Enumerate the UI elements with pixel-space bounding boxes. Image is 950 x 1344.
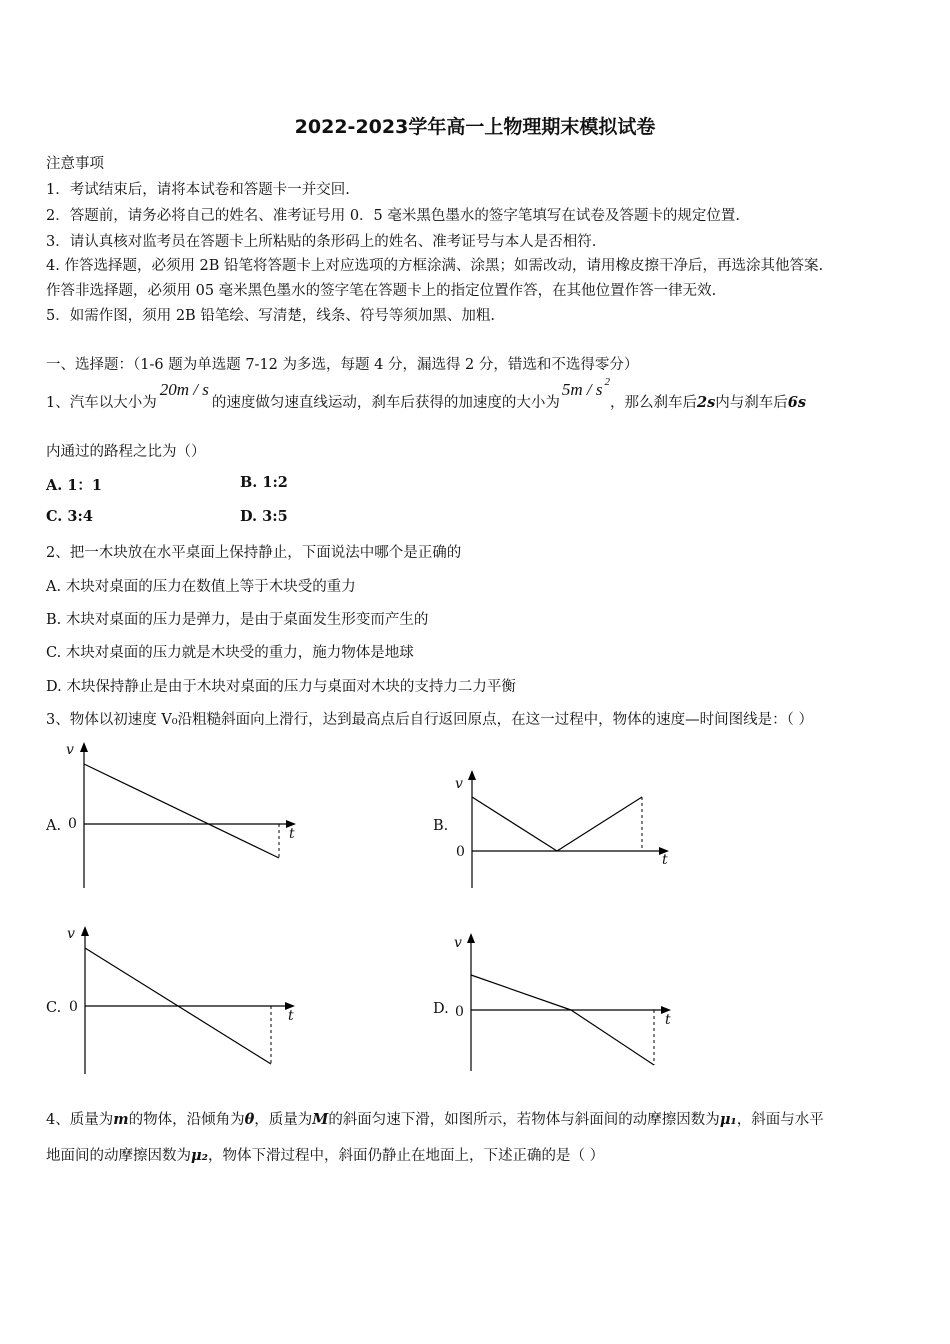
graph-a-v-arrow xyxy=(80,742,88,752)
graph-d-vt-line-2 xyxy=(571,1010,654,1065)
q1-text-1: 1、汽车以大小为 xyxy=(46,394,157,411)
q1-accel-exponent: 2 xyxy=(604,376,610,388)
q3-graph-a xyxy=(66,742,304,892)
q3-graph-d xyxy=(454,933,681,1073)
graph-b-t-label: t xyxy=(662,852,668,868)
graph-d-vt-line-1 xyxy=(471,975,571,1010)
q1-time-1: 2s xyxy=(696,393,716,411)
q1-option-d: D. 3:5 xyxy=(240,508,288,525)
q4-text-4: 的斜面匀速下滑，如图所示，若物体与斜面间的动摩擦因数为 xyxy=(328,1112,720,1128)
q4-text-7: ，物体下滑过程中，斜面仍静止在地面上，下述正确的是（ ） xyxy=(207,1148,605,1164)
notice-item-5: 5．如需作图，须用 2B 铅笔绘、写清楚，线条、符号等须加黑、加粗. xyxy=(46,308,495,324)
q1-option-b: B. 1:2 xyxy=(240,474,288,491)
graph-a-v-label: v xyxy=(66,742,74,758)
q4-stem-line1 xyxy=(46,1108,824,1129)
graph-d-v-arrow xyxy=(467,933,475,943)
q1-speed: 20m / s xyxy=(159,379,209,399)
graph-d-origin: 0 xyxy=(455,1004,464,1020)
notice-item-1: 1．考试结束后，请将本试卷和答题卡一并交回. xyxy=(46,182,350,198)
q1-text-2: 的速度做匀速直线运动，刹车后获得的加速度的大小为 xyxy=(211,394,560,411)
q2-option-c: C. 木块对桌面的压力就是木块受的重力，施力物体是地球 xyxy=(46,645,414,661)
graph-c-t-label: t xyxy=(288,1008,294,1024)
notice-item-4-cont: 作答非选择题，必须用 05 毫米黑色墨水的签字笔在答题卡上的指定位置作答，在其他位置作答一律无效. xyxy=(46,283,717,299)
graph-b-origin: 0 xyxy=(456,844,465,860)
graph-a-t-label: t xyxy=(289,826,295,842)
graph-c-v-arrow xyxy=(81,926,89,936)
q2-option-d: D. 木块保持静止是由于木块对桌面的压力与桌面对木块的支持力二力平衡 xyxy=(46,679,516,695)
q4-text-2: 的物体，沿倾角为 xyxy=(128,1112,245,1128)
q1-stem-line2: 内通过的路程之比为（） xyxy=(46,444,206,460)
notice-item-4: 4. 作答选择题，必须用 2B 铅笔将答题卡上对应选项的方框涂满、涂黑；如需改动，请用橡皮擦干净后，再选涂其他答案. xyxy=(46,258,824,274)
q3-graph-b xyxy=(455,770,677,890)
q1-time-2: 6s xyxy=(787,393,807,411)
q1-stem xyxy=(46,378,806,423)
q4-mu2: μ₂ xyxy=(191,1147,208,1164)
section-heading: 一、选择题：（1-6 题为单选题 7-12 为多选，每题 4 分，漏选得 2 分，错选和不选得零分） xyxy=(46,357,639,373)
graph-c-origin: 0 xyxy=(69,999,78,1015)
q4-stem-line2 xyxy=(46,1144,604,1165)
q3-stem: 3、物体以初速度 V₀沿粗糙斜面向上滑行，达到最高点后自行返回原点，在这一过程中，物体的速度—时间图线是：（ ） xyxy=(46,712,813,728)
notice-item-3: 3．请认真核对监考员在答题卡上所粘贴的条形码上的姓名、准考证号与本人是否相符. xyxy=(46,234,597,250)
q4-text-1: 4、质量为 xyxy=(46,1112,114,1128)
graph-a-origin: 0 xyxy=(68,816,77,832)
q4-mass-big-m: M xyxy=(312,1111,329,1128)
graph-b-v-label: v xyxy=(455,776,463,792)
q1-text-4: 内与刹车后 xyxy=(715,394,788,411)
q1-accel: 5m / s xyxy=(561,379,603,399)
q4-text-5: ，斜面与水平 xyxy=(736,1112,824,1128)
q3-graph-d-label: D. xyxy=(433,1001,449,1017)
notice-item-2: 2．答题前，请务必将自己的姓名、准考证号用 0．5 毫米黑色墨水的签字笔填写在试卷及答题卡的规定位置. xyxy=(46,208,740,224)
q4-text-6: 地面间的动摩擦因数为 xyxy=(46,1148,191,1164)
graph-d-v-label: v xyxy=(454,935,462,951)
q3-graph-c xyxy=(67,926,305,1076)
q4-theta: θ xyxy=(244,1111,255,1128)
graph-b-v-arrow xyxy=(468,770,476,780)
q3-graph-a-label: A. xyxy=(46,818,62,834)
q2-stem: 2、把一木块放在水平桌面上保持静止，下面说法中哪个是正确的 xyxy=(46,545,462,561)
graph-d-t-label: t xyxy=(665,1012,671,1028)
q3-graph-b-label: B. xyxy=(433,818,449,834)
q1-text-3: ，那么刹车后 xyxy=(609,394,697,411)
q1-option-c: C. 3:4 xyxy=(46,508,93,525)
q4-mass-m: m xyxy=(113,1111,129,1128)
q4-mu1: μ₁ xyxy=(719,1111,737,1128)
q1-option-a: A. 1：1 xyxy=(46,477,103,494)
graph-a-vt-line xyxy=(84,764,279,858)
graph-b-vt-line-1 xyxy=(472,797,557,851)
q3-graph-c-label: C. xyxy=(46,1000,62,1016)
q2-option-a: A. 木块对桌面的压力在数值上等于木块受的重力 xyxy=(46,579,356,595)
graph-b-vt-line-2 xyxy=(557,797,642,851)
page-title: 2022-2023学年高一上物理期末模拟试卷 xyxy=(294,116,656,138)
notice-heading: 注意事项 xyxy=(46,156,104,172)
q4-text-3: ，质量为 xyxy=(254,1112,313,1128)
q2-option-b: B. 木块对桌面的压力是弹力，是由于桌面发生形变而产生的 xyxy=(46,612,429,628)
graph-c-v-label: v xyxy=(67,926,75,942)
